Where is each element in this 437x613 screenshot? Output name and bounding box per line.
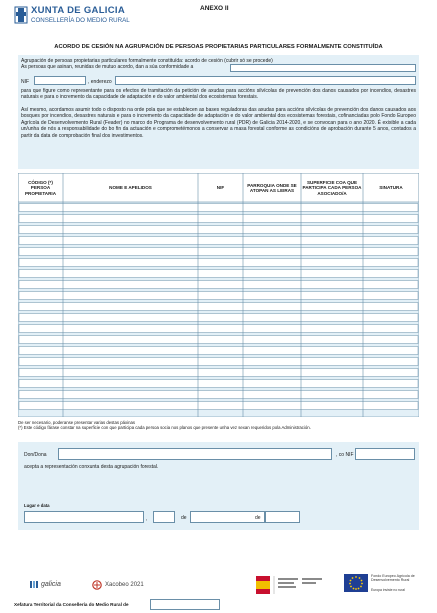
org-subtitle: CONSELLERÍA DO MEDIO RURAL <box>31 16 130 24</box>
xunta-logo <box>14 6 130 24</box>
table-row[interactable] <box>19 314 418 322</box>
representative-name-field[interactable] <box>230 64 416 72</box>
table-row[interactable] <box>19 204 418 212</box>
galicia-logo <box>30 580 61 589</box>
annex-label: ANEXO II <box>200 5 229 12</box>
col-header-nif: NIF <box>216 185 225 191</box>
col-header-signature: SINATURA <box>379 185 403 191</box>
accepting-nif-label: , co NIF <box>336 452 354 458</box>
note-1: De ser necesario, poderanse presentar varias destas páxinas <box>18 420 136 425</box>
table-row[interactable] <box>19 391 418 399</box>
note-2: (*) Este código fárase constar na superficie con que participa cada persoa socia nos planos que presente unha vez sexan requeridos pola Administración. <box>18 425 311 431</box>
galicia-mark-icon <box>30 580 39 589</box>
accepting-nif-field[interactable] <box>355 448 415 460</box>
day-field[interactable] <box>153 511 175 523</box>
xacobeo-logo <box>92 580 144 590</box>
members-table <box>18 173 419 417</box>
nif-label: NIF <box>21 79 30 85</box>
table-row[interactable] <box>19 237 418 245</box>
table-row[interactable] <box>19 380 418 388</box>
representative-nif-field[interactable] <box>34 76 86 85</box>
address-label: , enderezo <box>88 79 112 85</box>
table-row[interactable] <box>19 303 418 311</box>
table-row[interactable] <box>19 281 418 289</box>
table-row[interactable] <box>19 259 418 267</box>
eu-feader-logo <box>344 574 368 597</box>
acceptance-panel: Don/Dona , co NIF acepta a representación conxunta desta agrupación forestal. Lugar e data , de de <box>18 442 419 530</box>
table-row[interactable] <box>19 347 418 355</box>
representative-address-field[interactable] <box>115 76 416 85</box>
table-row[interactable] <box>19 325 418 333</box>
jefatura-label: Xefatura Territorial da Consellería do Medio Rural de <box>14 602 129 607</box>
table-row[interactable] <box>19 402 418 410</box>
year-field[interactable] <box>265 511 300 523</box>
feader-subtext: Europa inviste no rural <box>371 588 405 592</box>
col-header-parish: PARROQUIA ONDE SE ATOPAN AS LEIRAS <box>247 182 297 193</box>
eu-flag-icon <box>344 574 368 592</box>
intro-paragraph-1: para que figure como representante para os efectos de tramitación da petición de axudas para accións silvícolas de prevención dos danos causados por incendios, desastres naturais e para o incremento da capacidade de adaptación e do valor ambiental dos ecosistemas forestais. <box>21 88 416 101</box>
xacobeo-text: Xacobeo 2021 <box>105 582 144 588</box>
month-field[interactable] <box>190 511 265 523</box>
table-row[interactable] <box>19 358 418 366</box>
table-row[interactable] <box>19 292 418 300</box>
intro-panel <box>18 55 419 169</box>
xunta-emblem-icon <box>14 6 28 24</box>
ministry-logo <box>256 574 328 596</box>
table-row[interactable] <box>19 248 418 256</box>
table-row[interactable] <box>19 215 418 223</box>
org-title: XUNTA DE GALICIA <box>31 5 125 16</box>
jefatura-field[interactable] <box>150 599 220 610</box>
don-label: Don/Dona <box>24 452 47 458</box>
col-header-surface: SUPERFICIE COA QUE PARTICIPA CADA PERSOA ASOCIADO/A <box>302 180 362 196</box>
table-row[interactable] <box>19 270 418 278</box>
document-title: ACORDO DE CESIÓN NA AGRUPACIÓN DE PERSOAS PROPIETARIAS PARTICULARES FORMALMENTE CONSTITUÍDA <box>54 44 383 50</box>
accepts-text: acepta a representación conxunta desta agrupación forestal. <box>24 464 159 470</box>
table-grid <box>18 173 419 417</box>
col-header-name: NOME E APELIDOS <box>109 185 152 191</box>
intro-paragraph-2: Así mesmo, acordamos asumir todo o disposto na orde pola que se establecen as bases reguladoras das axudas para accións silvícolas de prevención dos danos causados aos bosques por incendios, desastres naturais e para o incremento da capacidade de adaptación e do valor ambiental dos ecosistemas forestais, cofinanciadas polo Fondo Europeo Agrícola de Desenvolvemento Rural (Feader) no marco do Programa de desenvolvemento rural (PDR) de Galicia 2014-2020, e se convocan para o ano 2020. É exixible a cada un/unha de nós a responsabilidade do bo fin da actuación e comprometémonos a conservar a masa forestal conforme as condicións de aprobación durante 5 anos, contados a partir da data de comprobación final dos investimentos. <box>21 107 416 139</box>
place-date-label: Lugar e data <box>24 503 50 508</box>
footer-logos <box>0 570 437 600</box>
de-label-2: de <box>255 515 261 521</box>
feader-text: Fondo Europeo Agrícola de Desenvolvemento Rural <box>371 574 415 583</box>
spain-ministry-emblem-icon <box>256 574 328 596</box>
xacobeo-shell-icon <box>92 580 102 590</box>
galicia-text: galicia <box>41 581 61 588</box>
table-row[interactable] <box>19 226 418 234</box>
place-field[interactable] <box>24 511 144 523</box>
col-header-code: CÓDIGO (*) PERSOA PROPIETARIA <box>24 180 57 196</box>
notes <box>18 420 311 430</box>
accepting-person-name-field[interactable] <box>58 448 332 460</box>
intro-line-1: Agrupación de persoas propietarias particulares formalmente constituída: acordo de cesión (cubrir só se procede) <box>21 58 273 64</box>
intro-line-2: As persoas que asinan, reunidas de mutuo acordo, dan a súa conformidade a <box>21 64 194 70</box>
de-label-1: de <box>181 515 187 521</box>
table-row[interactable] <box>19 336 418 344</box>
table-row[interactable] <box>19 369 418 377</box>
